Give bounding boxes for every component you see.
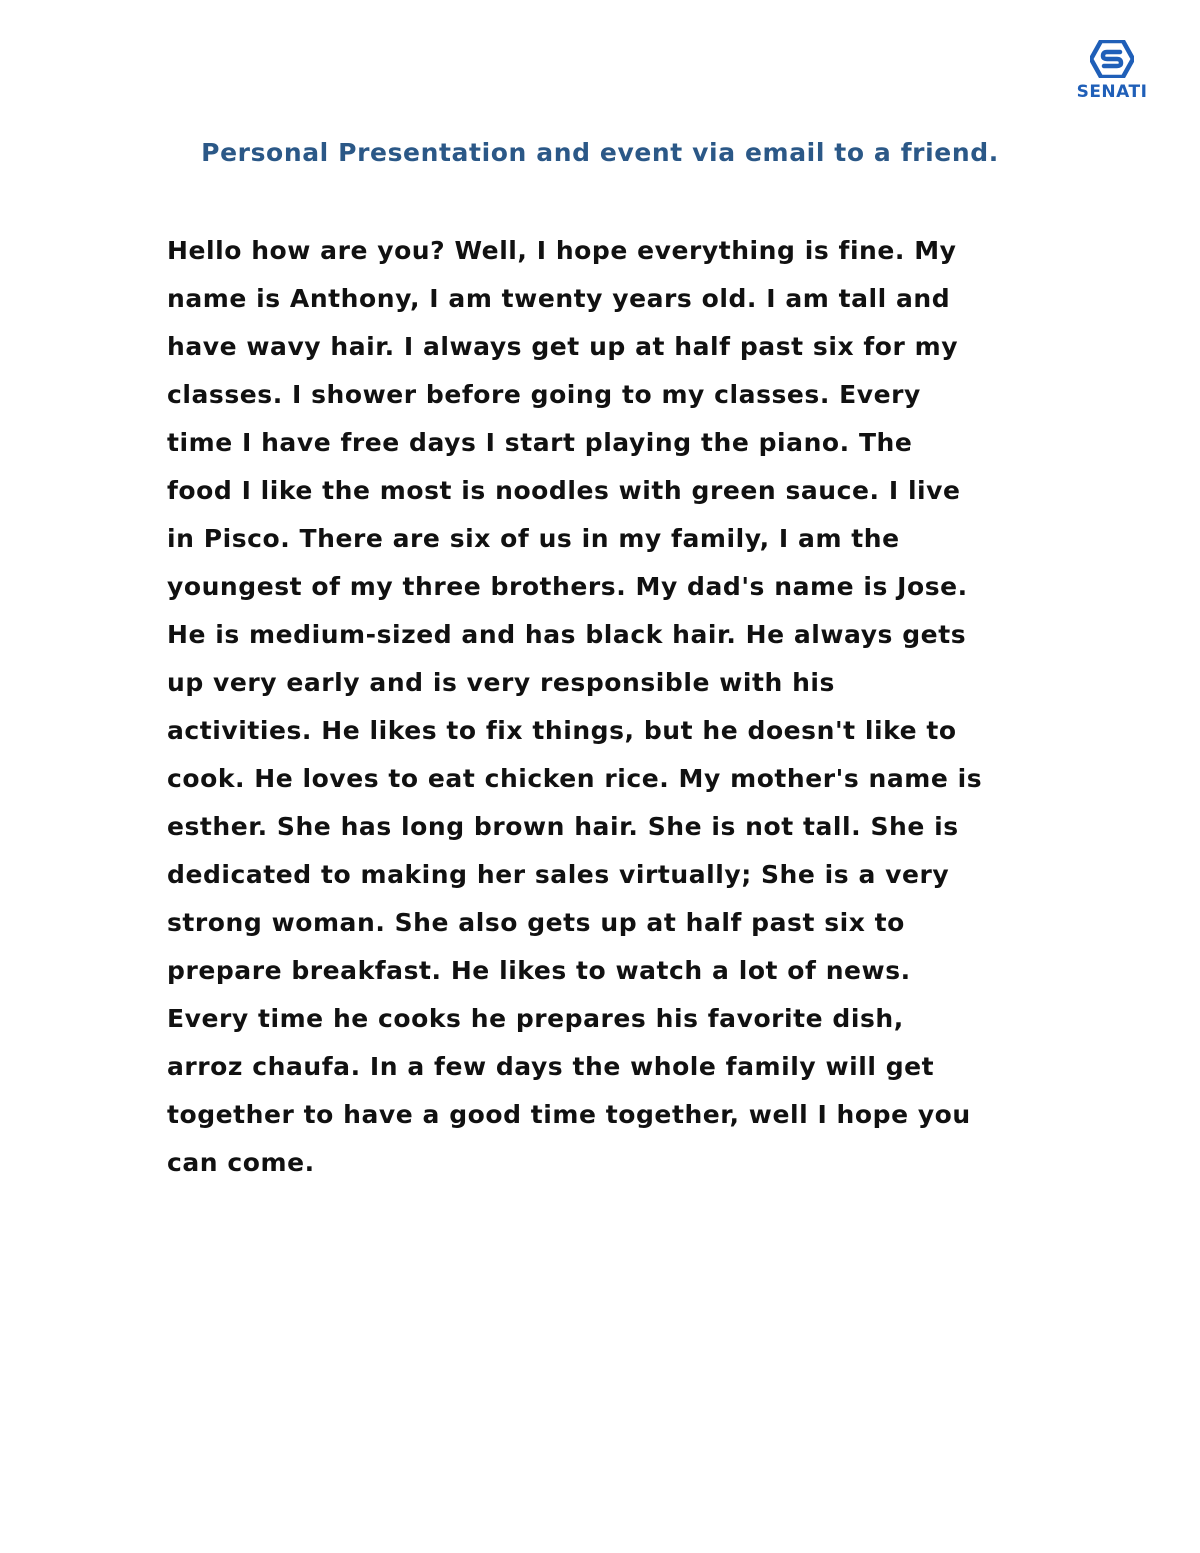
body-line: arroz chaufa. In a few days the whole family will get	[167, 1052, 935, 1081]
body-line: dedicated to making her sales virtually; She is a very	[167, 860, 950, 889]
body-line: have wavy hair. I always get up at half past six for my	[167, 332, 959, 361]
body-line: He is medium-sized and has black hair. He always gets	[167, 620, 967, 649]
body-line: time I have free days I start playing the piano. The	[167, 428, 913, 457]
body-line: esther. She has long brown hair. She is not tall. She is	[167, 812, 959, 841]
body-line: can come.	[167, 1148, 315, 1177]
senati-logo-icon	[1090, 40, 1134, 78]
senati-logo	[1066, 40, 1158, 110]
body-line: youngest of my three brothers. My dad's name is Jose.	[167, 572, 968, 601]
body-line: up very early and is very responsible with his	[167, 668, 835, 697]
body-text	[167, 227, 1047, 1187]
body-line: Every time he cooks he prepares his favorite dish,	[167, 1004, 904, 1033]
body-line: name is Anthony, I am twenty years old. I am tall and	[167, 284, 951, 313]
body-line: in Pisco. There are six of us in my family, I am the	[167, 524, 900, 553]
body-line: Hello how are you? Well, I hope everything is fine. My	[167, 236, 957, 265]
body-line: cook. He loves to eat chicken rice. My mother's name is	[167, 764, 983, 793]
body-line: strong woman. She also gets up at half past six to	[167, 908, 905, 937]
body-line: activities. He likes to fix things, but he doesn't like to	[167, 716, 957, 745]
body-line: food I like the most is noodles with green sauce. I live	[167, 476, 961, 505]
body-line: classes. I shower before going to my classes. Every	[167, 380, 921, 409]
logo-text: SENATI	[1076, 82, 1148, 102]
document-title: Personal Presentation and event via email to a friend.	[201, 138, 999, 167]
body-line: together to have a good time together, well I hope you	[167, 1100, 971, 1129]
body-line: prepare breakfast. He likes to watch a lot of news.	[167, 956, 911, 985]
